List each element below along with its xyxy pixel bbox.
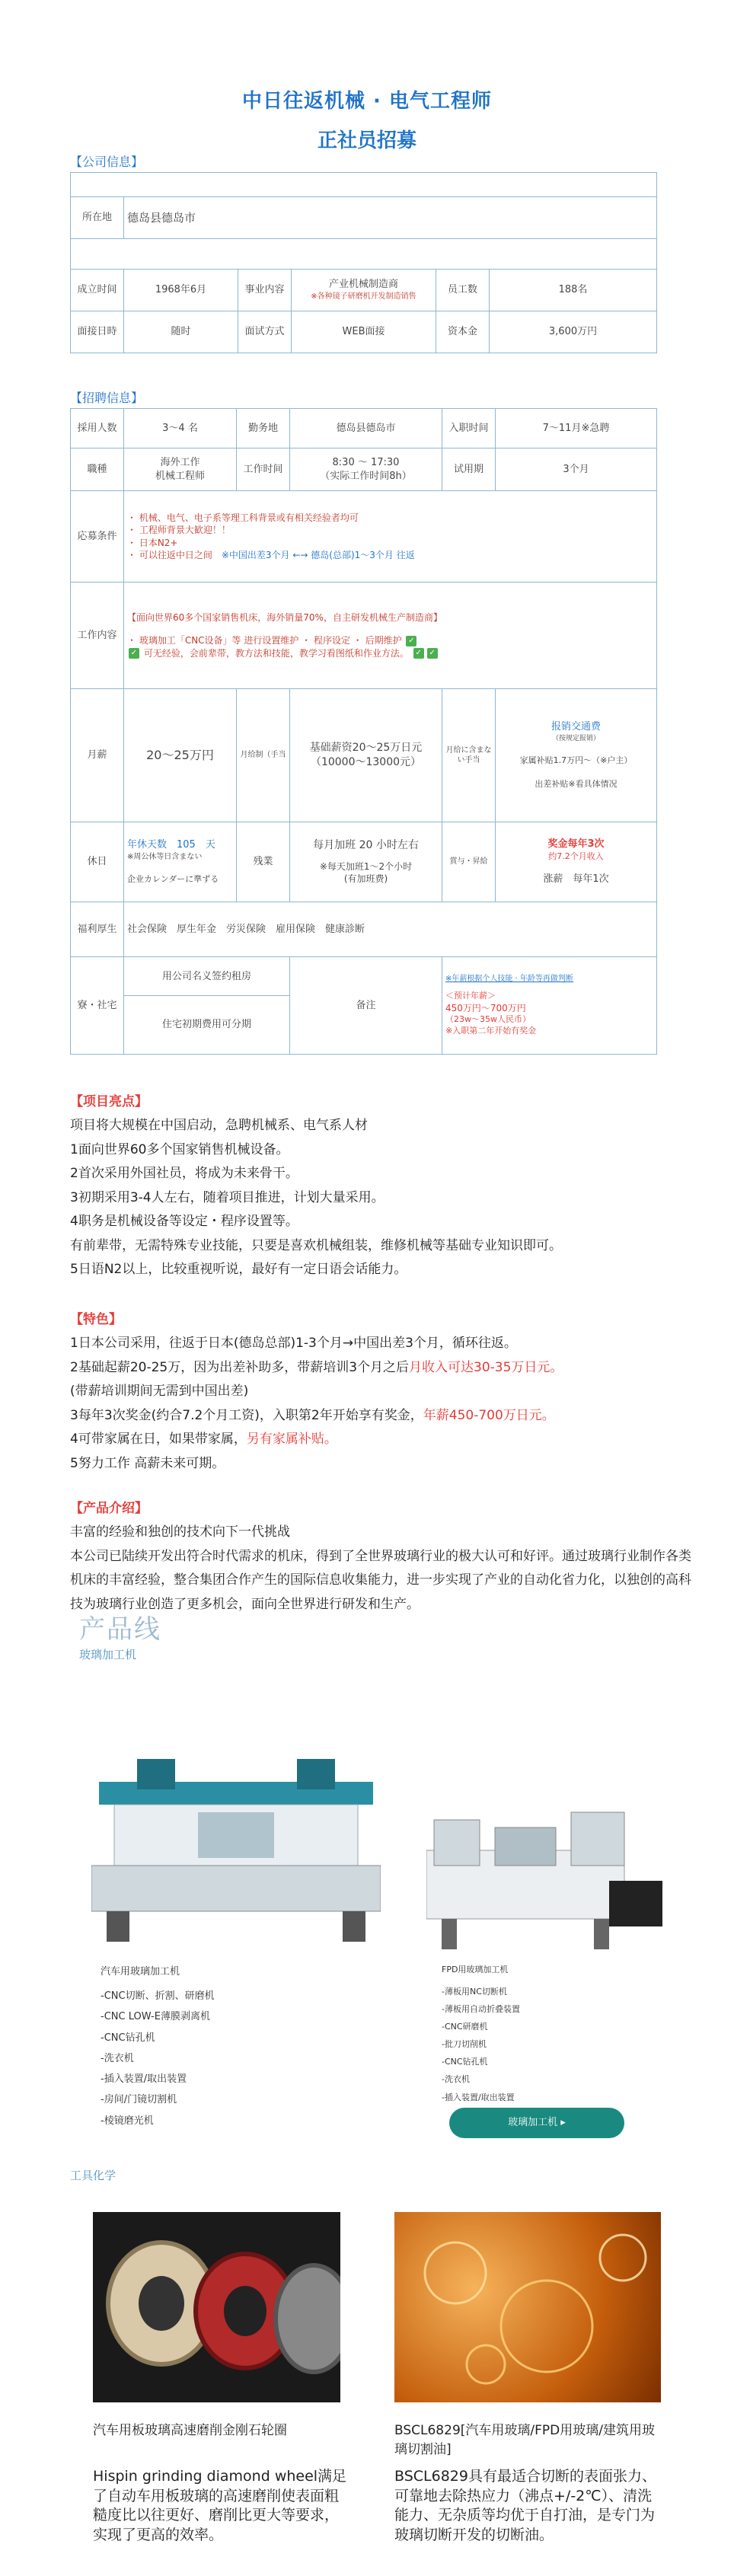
machine2-item: -薄板用自动折叠装置 xyxy=(442,2004,520,2015)
highlight-line: 项目将大规模在中国启动，急聘机械系、电气系人材 xyxy=(70,1118,368,1134)
interview-date-label: 面接日時 xyxy=(71,311,124,353)
bonus-line1: 奖金每年3次 xyxy=(547,838,605,851)
machine1-item: -插入装置/取出装置 xyxy=(101,2073,187,2086)
check-icon: ✓ xyxy=(413,648,424,659)
req-cell xyxy=(124,491,657,583)
highlights-heading: 【项目亮点】 xyxy=(70,1094,148,1109)
req-label: 応募条件 xyxy=(71,491,124,583)
company-section-title: 【公司信息】 xyxy=(70,155,144,169)
join-value: 7～11月※急聘 xyxy=(496,409,657,448)
products-block xyxy=(70,1497,702,1617)
feature-highlight: 年薪450-700万日元。 xyxy=(423,1407,555,1423)
welfare-label: 福利厚生 xyxy=(71,902,124,957)
product-line-title: 产品线 xyxy=(79,1614,161,1645)
bonus-line2: 约7.2个月收入 xyxy=(548,851,604,861)
note-line3: 450万円～700万円 xyxy=(445,1002,526,1013)
hours-label: 工作时间 xyxy=(237,448,290,491)
glass-machine-image xyxy=(91,1751,381,1949)
highlight-line: 2首次采用外国社员，将成为未来骨干。 xyxy=(70,1166,298,1182)
company-table xyxy=(70,172,657,353)
overtime-label: 残業 xyxy=(237,822,290,902)
recruit-section-title: 【招聘信息】 xyxy=(70,391,144,405)
feature-highlight: 另有家属补贴。 xyxy=(246,1432,337,1448)
bonus-cell xyxy=(496,822,657,902)
business-value: 产业机械制造商 xyxy=(328,279,398,291)
machine2-item: -洗衣机 xyxy=(442,2074,470,2085)
dorm-label: 寮・社宅 xyxy=(71,957,124,1055)
employees-label: 员工数 xyxy=(436,270,490,311)
machine2-item: -CNC研磨机 xyxy=(442,2022,488,2032)
allowance-label: 月给制（手当 xyxy=(237,689,290,822)
machine1-item: -CNC LOW-E薄膜剥离机 xyxy=(101,2011,210,2023)
feature-line: (带薪培训期间无需到中国出差) xyxy=(70,1384,249,1400)
base-cell xyxy=(290,689,442,822)
req-item: ・ 工程师背景大歓迎！！ xyxy=(127,525,231,536)
job-label: 職種 xyxy=(71,448,124,491)
recruit-table xyxy=(70,408,657,1055)
capital-value: 3,600万円 xyxy=(490,311,657,353)
overtime-line1: 每月加班 20 小时左右 xyxy=(313,839,419,852)
overtime-line3: (有加班费) xyxy=(343,873,388,885)
machine1-item: -CNC切断、折割、研磨机 xyxy=(101,1990,215,2002)
diamond-wheel-photo xyxy=(93,2212,340,2402)
location-value: 德岛县德岛市 xyxy=(124,197,657,239)
overtime-cell xyxy=(290,822,442,902)
salary-value: 20～25万円 xyxy=(124,689,237,822)
welfare-value: 社会保険 厚生年金 労災保険 雇用保険 健康診断 xyxy=(124,902,657,957)
business-note: ※各种镜子研磨机开发制造销售 xyxy=(311,292,416,302)
extra-cell xyxy=(496,689,657,822)
product1-desc: Hispin grinding diamond wheel满足了自动车用板玻璃的高速磨削使表面粗糙度比以往更好、磨削比更大等要求，实现了更高的效率。 xyxy=(93,2468,347,2543)
job-cell xyxy=(124,448,237,491)
glass-machine-button[interactable]: 玻璃加工机 ▸ xyxy=(449,2108,624,2138)
transport-note: （按规定报销） xyxy=(551,734,600,742)
content-line1: 【面向世界60多个国家销售机床，海外销量70%，自主研发机械生产制造商】 xyxy=(127,612,442,624)
dorm-line2: 住宅初期费用可分期 xyxy=(161,1018,251,1030)
founded-label: 成立时间 xyxy=(71,270,124,311)
dorm-cell xyxy=(124,957,290,1055)
holiday-label: 休日 xyxy=(71,822,124,902)
business-label: 事业内容 xyxy=(238,270,292,311)
workplace-value: 德岛县德岛市 xyxy=(290,409,442,448)
note-line4: （23w～35w人民币） xyxy=(445,1013,531,1024)
monthly-extra-label: 月给に含まない手当 xyxy=(442,689,496,822)
workplace-label: 勤务地 xyxy=(237,409,290,448)
machine1-item: -洗衣机 xyxy=(101,2052,134,2064)
product2-name: BSCL6829[汽车用玻璃/FPD用玻璃/建筑用玻璃切割油] xyxy=(394,2423,655,2457)
trial-value: 3个月 xyxy=(496,448,657,491)
machine1-item: -房间/门镜切割机 xyxy=(101,2094,177,2106)
machine1-item: -CNC钻孔机 xyxy=(101,2032,155,2044)
highlight-line: 有前辈带，无需特殊专业技能，只要是喜欢机械组装，维修机械等基础专业知识即可。 xyxy=(70,1237,562,1253)
holiday-note: ※周公休等日含まない xyxy=(127,852,203,861)
content-line2: ・ 玻璃加工「CNC设备」等 进行设置维护 ・ 程序设定 ・ 后期维护 ✓ xyxy=(127,634,653,646)
title-line2: 正社员招募 xyxy=(317,129,416,152)
machine2-item: -批刀切削机 xyxy=(442,2039,487,2050)
holiday-days: 年休天数 105 天 xyxy=(127,839,215,851)
overtime-line2: ※每天加班1～2个小时 xyxy=(319,861,413,873)
check-icon: ✓ xyxy=(129,648,139,659)
note-line5: ※入职第二年开始有奖金 xyxy=(445,1025,537,1036)
holiday-cell xyxy=(124,822,237,902)
highlight-line: 5日语N2以上，比较重视听说，最好有一定日语会话能力。 xyxy=(70,1262,407,1278)
machine2-item: -插入装置/取出装置 xyxy=(442,2092,515,2102)
product-line: 丰富的经验和独创的技术向下一代挑战 xyxy=(70,1524,290,1540)
hours-cell xyxy=(290,448,442,491)
feature-line: 5努力工作 高薪未来可期。 xyxy=(70,1455,225,1471)
check-icon: ✓ xyxy=(427,648,438,659)
note-line1: ※年薪根据个人技能 · 年龄等再做判断 xyxy=(445,975,573,984)
founded-value: 1968年6月 xyxy=(124,270,238,311)
title-line1: 中日往返机械 · 电气工程师 xyxy=(242,90,492,113)
feature-highlight: 月收入可达30-35万日元。 xyxy=(409,1359,563,1375)
req-item: ・ 机械、电气、电子系等理工科背景或有相关经验者均可 xyxy=(127,512,359,524)
family-allowance: 家属补贴1.7万円～（※户主） xyxy=(519,755,633,765)
highlights-block xyxy=(70,1090,702,1282)
count-value: 3～4 名 xyxy=(124,409,237,448)
feature-line: 3每年3次奖金(约合7.2个月工资)，入职第2年开始享有奖金，年薪450-700万日元。 xyxy=(70,1407,555,1423)
interview-date-value: 随时 xyxy=(124,311,238,353)
machine1-list xyxy=(101,1986,215,2131)
location-label: 所在地 xyxy=(71,197,124,239)
interview-method-label: 面试方式 xyxy=(238,311,292,353)
machine1-item: -棱镜磨光机 xyxy=(101,2115,154,2127)
business-cell xyxy=(292,270,436,311)
tool-section-title: 工具化学 xyxy=(70,2169,116,2182)
machine1-caption: 汽车用玻璃加工机 xyxy=(101,1966,180,1977)
feature-line: 4可带家属在日，如果带家属，另有家属补贴。 xyxy=(70,1432,337,1448)
machine2-list xyxy=(442,1983,520,2106)
dorm-line1: 用公司名义签约租房 xyxy=(124,958,289,996)
hours-line2: （实际工作时间8h） xyxy=(320,470,412,482)
product-line-subtitle: 玻璃加工机 xyxy=(79,1648,137,1661)
trip-allowance: 出差补贴※看具体情况 xyxy=(535,778,618,789)
req-item: ・ 可以往返中日之间 ※中国出差3个月 ←→ 德岛(总部)1～3个月 往返 xyxy=(127,549,415,560)
note-cell xyxy=(442,957,657,1055)
transport: 报销交通费 xyxy=(550,721,601,733)
job-line2: 机械工程师 xyxy=(155,470,205,482)
highlight-line: 1面向世界60多个国家销售机械设备。 xyxy=(70,1141,289,1157)
fpd-machine-image xyxy=(426,1805,662,1957)
bonus-label: 賞与・昇給 xyxy=(442,822,496,902)
note-line2: ＜预计年薪＞ xyxy=(445,990,496,1001)
content-line3: ✓ 可无经验，会前辈带，教方法和技能，教学习看图纸和作业方法。 ✓ ✓ xyxy=(127,647,653,659)
machine2-item: -薄板用NC切断机 xyxy=(442,1987,507,1997)
count-label: 採用人数 xyxy=(71,409,124,448)
product-line: 本公司已陆续开发出符合时代需求的机床，得到了全世界玻璃行业的极大认可和好评。通过玻璃行业制作各类机床的丰富经验，整合集团合作产生的国际信息收集能力，进一步实现了产业的自动化省力化，以独创的高科技为玻璃行业创造了更多机会，面向全世界进行研发和生产。 xyxy=(70,1548,691,1612)
product2-desc: BSCL6829具有最适合切断的表面张力、可靠地去除热应力（沸点+/-2℃）、清洗能力、无杂质等均优于自打油，是专门为玻璃切断开发的切断油。 xyxy=(394,2468,656,2543)
machine2-item: -CNC钻孔机 xyxy=(442,2057,488,2067)
highlight-line: 3初期采用3-4人左右，随着项目推进，计划大量采用。 xyxy=(70,1189,385,1205)
join-label: 入职时间 xyxy=(442,409,496,448)
hours-line1: 8:30 ～ 17:30 xyxy=(332,456,400,468)
machine2-caption: FPD用玻璃加工机 xyxy=(442,1965,509,1974)
products-heading: 【产品介绍】 xyxy=(70,1501,148,1516)
features-heading: 【特色】 xyxy=(70,1312,122,1327)
highlight-line: 4职务是机械设备等设定・程序设置等。 xyxy=(70,1214,298,1230)
content-cell xyxy=(124,583,657,689)
trial-label: 试用期 xyxy=(442,448,496,491)
note-label: 备注 xyxy=(290,957,442,1055)
product1-name: 汽车用板玻璃高速磨削金刚石轮圈 xyxy=(93,2423,287,2438)
feature-line: 1日本公司采用，往返于日本(德岛总部)1-3个月→中国出差3个月，循环往返。 xyxy=(70,1336,517,1352)
features-block xyxy=(70,1308,702,1476)
cutting-oil-photo xyxy=(394,2212,661,2402)
feature-line: 2基础起薪20-25万，因为出差补助多，带薪培训3个月之后月收入可达30-35万日元。 xyxy=(70,1359,563,1375)
base-line1: 基础薪资20～25万日元 xyxy=(309,742,423,755)
content-label: 工作内容 xyxy=(71,583,124,689)
check-icon: ✓ xyxy=(406,636,416,646)
calendar: 企业カレンダーに準ずる xyxy=(127,874,219,885)
employees-value: 188名 xyxy=(490,270,657,311)
interview-method-value: WEB面接 xyxy=(292,311,436,353)
raise: 涨薪 每年1次 xyxy=(543,873,609,886)
req-note: ※中国出差3个月 ←→ 德岛(总部)1～3个月 往返 xyxy=(221,549,415,560)
base-line2: （10000～13000元） xyxy=(310,756,422,768)
capital-label: 资本金 xyxy=(436,311,490,353)
job-line1: 海外工作 xyxy=(160,456,200,468)
req-item: ・ 日本N2+ xyxy=(127,537,178,548)
salary-label: 月薪 xyxy=(71,689,124,822)
